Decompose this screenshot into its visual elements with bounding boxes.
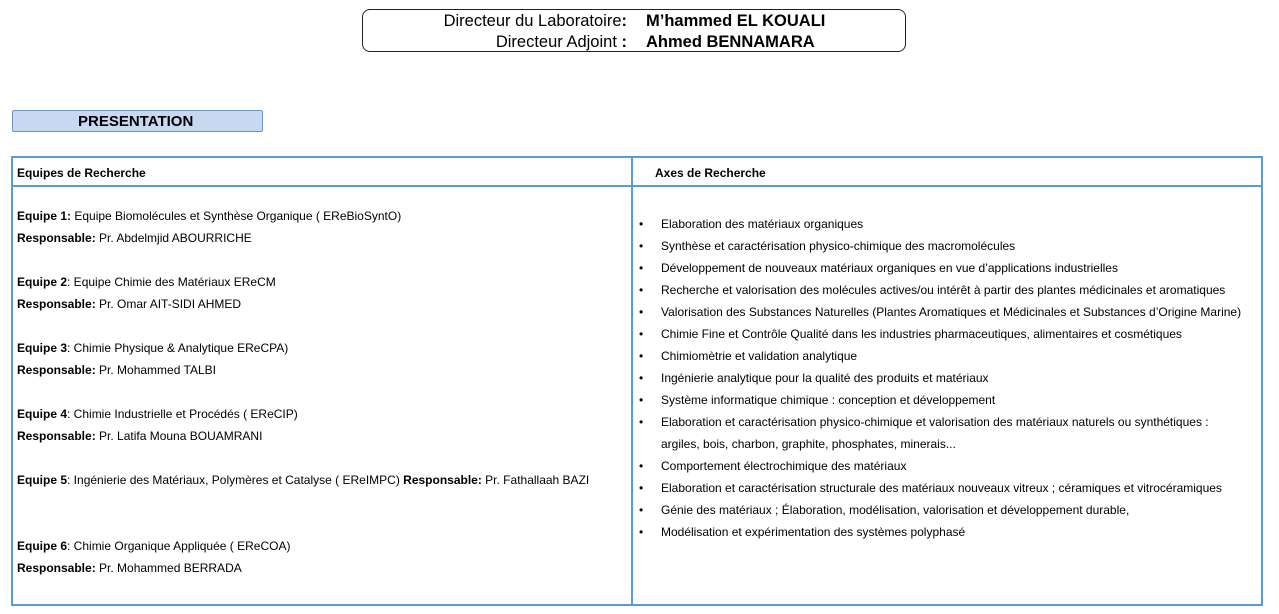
bullet-icon: • bbox=[639, 415, 644, 429]
responsable-label: Responsable: bbox=[17, 363, 96, 377]
axis-item bbox=[639, 367, 1259, 389]
bullet-icon: • bbox=[639, 503, 644, 517]
teams-list bbox=[17, 205, 627, 601]
bullet-icon: • bbox=[639, 349, 644, 363]
axis-item bbox=[639, 279, 1259, 301]
axis-text: Elaboration et caractérisation physico-chimique et valorisation des matériaux naturels ou synthétiques : bbox=[661, 415, 1209, 429]
team-item bbox=[17, 535, 627, 601]
axis-item bbox=[639, 257, 1259, 279]
axis-text: Recherche et valorisation des molécules actives/ou intérêt à partir des plantes médicinales et aromatiques bbox=[661, 283, 1226, 297]
team-item bbox=[17, 271, 627, 337]
bullet-icon: • bbox=[639, 305, 644, 319]
bullet-icon: • bbox=[639, 393, 644, 407]
axes-list bbox=[639, 213, 1259, 543]
team-responsable: Pr. Fathallaah BAZI bbox=[481, 473, 590, 487]
team-item bbox=[17, 469, 627, 535]
bullet-icon: • bbox=[639, 261, 644, 275]
team-label: Equipe 6 bbox=[17, 539, 68, 553]
team-item bbox=[17, 337, 627, 403]
axis-item bbox=[639, 411, 1259, 433]
axis-text: Modélisation et expérimentation des systèmes polyphasé bbox=[661, 525, 966, 539]
axis-item bbox=[639, 455, 1259, 477]
responsable-label: Responsable: bbox=[17, 231, 96, 245]
deputy-director-name: Ahmed BENNAMARA bbox=[646, 33, 815, 51]
team-label: Equipe 5 bbox=[17, 473, 68, 487]
director-name: M’hammed EL KOUALI bbox=[646, 12, 826, 30]
team-name: Equipe Biomolécules et Synthèse Organique ( EReBioSyntO) bbox=[71, 209, 402, 223]
axes-column-header: Axes de Recherche bbox=[655, 166, 766, 180]
axis-text: Génie des matériaux ; Élaboration, modélisation, valorisation et développement durable, bbox=[661, 503, 1130, 517]
axis-item bbox=[639, 389, 1259, 411]
axis-text: argiles, bois, charbon, graphite, phosphates, minerais... bbox=[661, 437, 956, 451]
team-label: Equipe 1: bbox=[17, 209, 72, 223]
section-title bbox=[12, 110, 263, 132]
axis-item bbox=[639, 213, 1259, 235]
axis-text: Chimie Fine et Contrôle Qualité dans les industries pharmaceutiques, alimentaires et cosmétiques bbox=[661, 327, 1182, 341]
teams-column-header: Equipes de Recherche bbox=[17, 166, 146, 180]
axis-item bbox=[639, 345, 1259, 367]
deputy-director-row: Directeur Adjoint : Ahmed BENNAMARA bbox=[495, 33, 815, 51]
team-name: : Chimie Industrielle et Procédés ( EReCIP) bbox=[67, 407, 298, 421]
axis-item bbox=[639, 235, 1259, 257]
axis-item-continuation bbox=[639, 433, 1259, 455]
axis-item bbox=[639, 521, 1259, 543]
axis-item bbox=[639, 323, 1259, 345]
axis-text: Synthèse et caractérisation physico-chimique des macromolécules bbox=[661, 239, 1016, 253]
team-responsable: Pr. Abdelmjid ABOURRICHE bbox=[95, 231, 252, 245]
team-responsable: Pr. Mohammed BERRADA bbox=[95, 561, 242, 575]
directors-box bbox=[362, 9, 906, 52]
column-divider bbox=[631, 158, 633, 604]
team-name: : Ingénierie des Matériaux, Polymères et Catalyse ( EReIMPC) bbox=[67, 473, 404, 487]
director-row: Directeur du Laboratoire: M’hammed EL KOUALI bbox=[443, 12, 826, 30]
bullet-icon: • bbox=[639, 327, 644, 341]
axis-text: Comportement électrochimique des matériaux bbox=[661, 459, 907, 473]
axis-text: Valorisation des Substances Naturelles (Plantes Aromatiques et Médicinales et Substances d’Origine Marine) bbox=[661, 305, 1242, 319]
bullet-icon: • bbox=[639, 371, 644, 385]
responsable-label: Responsable: bbox=[403, 473, 482, 487]
team-label: Equipe 4 bbox=[17, 407, 68, 421]
bullet-icon: • bbox=[639, 239, 644, 253]
team-responsable: Pr. Latifa Mouna BOUAMRANI bbox=[95, 429, 263, 443]
team-name: : Chimie Physique & Analytique EReCPA) bbox=[67, 341, 289, 355]
axis-text: Chimiomètrie et validation analytique bbox=[661, 349, 858, 363]
header-divider bbox=[13, 185, 1261, 187]
team-item bbox=[17, 403, 627, 469]
team-label: Equipe 3 bbox=[17, 341, 68, 355]
deputy-director-label: Directeur Adjoint bbox=[495, 33, 617, 51]
director-label: Directeur du Laboratoire bbox=[443, 12, 622, 30]
responsable-label: Responsable: bbox=[17, 297, 96, 311]
axis-item bbox=[639, 477, 1259, 499]
axis-text: Développement de nouveaux matériaux organiques en vue d’applications industrielles bbox=[661, 261, 1118, 275]
bullet-icon: • bbox=[639, 283, 644, 297]
bullet-icon: • bbox=[639, 459, 644, 473]
axis-item bbox=[639, 499, 1259, 521]
bullet-icon: • bbox=[639, 525, 644, 539]
axis-text: Elaboration des matériaux organiques bbox=[661, 217, 864, 231]
team-name: : Chimie Organique Appliquée ( EReCOA) bbox=[67, 539, 291, 553]
team-name: : Equipe Chimie des Matériaux EReCM bbox=[67, 275, 276, 289]
axis-text: Système informatique chimique : conception et développement bbox=[661, 393, 996, 407]
axis-text: Ingénierie analytique pour la qualité des produits et matériaux bbox=[661, 371, 989, 385]
section-title-text: PRESENTATION bbox=[78, 113, 194, 130]
team-responsable: Pr. Omar AIT-SIDI AHMED bbox=[95, 297, 242, 311]
research-table bbox=[11, 156, 1263, 606]
team-responsable: Pr. Mohammed TALBI bbox=[95, 363, 216, 377]
team-label: Equipe 2 bbox=[17, 275, 68, 289]
axis-item bbox=[639, 301, 1259, 323]
team-item bbox=[17, 205, 627, 271]
responsable-label: Responsable: bbox=[17, 561, 96, 575]
bullet-icon: • bbox=[639, 217, 644, 231]
bullet-icon: • bbox=[639, 481, 644, 495]
responsable-label: Responsable: bbox=[17, 429, 96, 443]
axis-text: Elaboration et caractérisation structurale des matériaux nouveaux vitreux ; céramiques et vitrocéramiques bbox=[661, 481, 1222, 495]
